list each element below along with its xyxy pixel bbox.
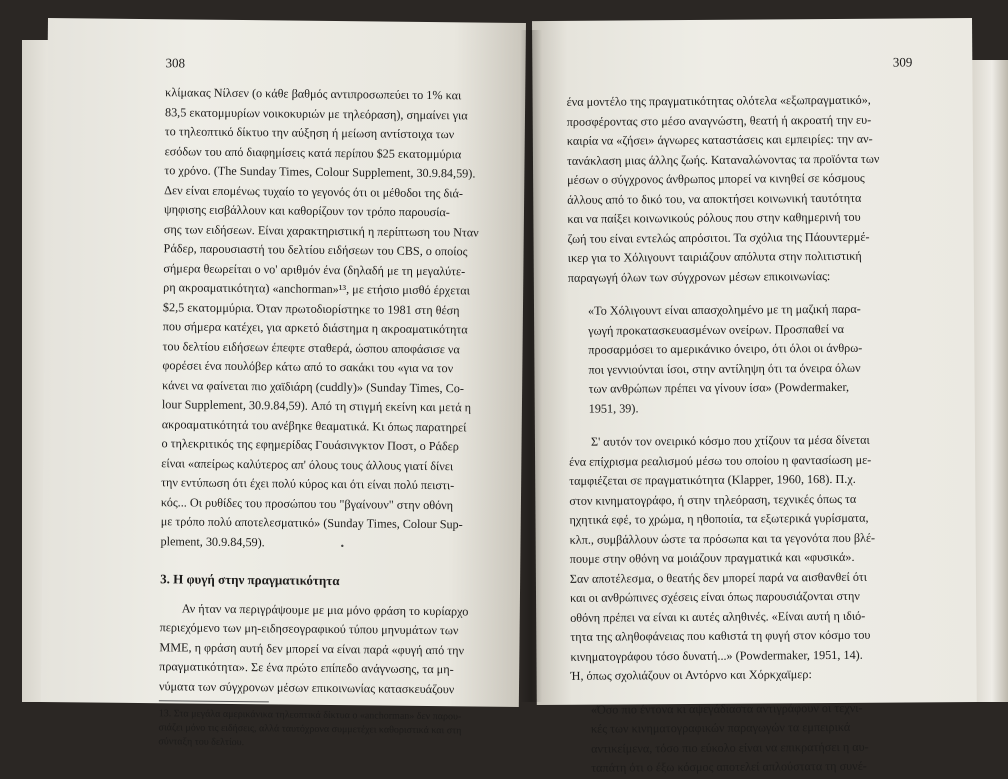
right-page <box>532 18 977 775</box>
text-line: αντικείμενα, τόσο πιο εύκολο είναι να επικρατήσει η αυ- <box>591 739 869 756</box>
text-line: ποι γεννιούνται ίσοι, στην αντίληψη ότι τα όνειρα όλων <box>588 360 861 377</box>
text-line: φορέσει ένα πουλόβερ κάτω από το σακάκι του «για να τον <box>162 358 454 376</box>
footnote-rule <box>159 700 269 702</box>
text-line: κινηματογράφου τόσο δυνατή...» (Powdermaker, 1951, 14). <box>570 647 863 664</box>
text-line: εσόδων του από διαφημίσεις κατά περίπου $25 εκατομμύρια <box>164 143 462 161</box>
text-line: και οι ανθρώπινες σχέσεις είναι όπως παρουσιάζονται στην <box>569 588 860 605</box>
text-line: 83,5 εκατομμυρίων νοικοκυριών με τηλεόραση), σημαίνει για <box>164 104 468 122</box>
text-line: «Όσο πιο έντονα κι αψεγάδιαστα αντιγράφουν οι τεχνι- <box>590 700 863 717</box>
left-page <box>41 18 526 749</box>
paragraph <box>569 430 939 686</box>
text-line: παραγωγή όλων των σύγχρονων μέσων επικοινωνίας: <box>567 268 831 285</box>
text-line: κλπ., συμβάλλουν ώστε τα πρόσωπα και τα γεγονότα που βλέ- <box>569 530 876 547</box>
text-line: ζωή του είναι εντελώς απρόσιτοι. Τα σχόλια της Πάουντερμέ- <box>567 229 870 246</box>
text-line: Σαν αποτέλεσμα, ο θεατής δεν μπορεί παρά να αισθανθεί ότι <box>569 569 868 586</box>
text-line: ηχητικά εφέ, το χρώμα, η ηθοποιία, τα εξωτερικά γυρίσματα, <box>569 510 869 527</box>
text-line: κλίμακας Νίλσεν (ο κάθε βαθμός αντιπροσωπεύει το 1% και <box>165 85 462 103</box>
text-line: το χρόνο. (The Sunday Times, Colour Supplement, 30.9.84,59). <box>164 163 476 181</box>
open-book <box>8 0 1000 775</box>
text-line: καιρία να «ζήσει» άγνωρες καταστάσεις και εμπειρίες: την αν- <box>566 131 873 148</box>
paragraph <box>567 90 936 288</box>
text-line: το τηλεοπτικό δίκτυο την αύξηση ή μείωση αντίστοιχα των <box>164 124 455 142</box>
text-line: ΜΜΕ, η φράση αυτή δεν μπορεί να είναι παρά «φυγή από την <box>159 639 465 657</box>
text-line: γωγή προκατασκευασμένων ονείρων. Προσπαθεί να <box>588 321 844 338</box>
text-line: ρη ακροαματικότητα) «anchorman»¹³, με ετήσιο μισθό έρχεται <box>163 280 471 298</box>
text-line: ικερ για το Χόλιγουντ ταιριάζουν απόλυτα στην πολιτιστική <box>567 248 862 265</box>
text-line: μέσων ο σύγχρονος άνθρωπος μπορεί να κινηθεί σε κόσμους <box>567 170 865 187</box>
text-line: Ή, όπως σχολιάζουν οι Αντόρνο και Χόρκχαϊμερ: <box>570 667 812 683</box>
section-heading: 3. Η φυγή στην πραγματικότητα <box>160 571 340 589</box>
block-quote <box>568 299 937 419</box>
text-line: ακροαματικότητά του ανέβηκε θεαματικά. Κι όπως παρατηρεί <box>161 416 467 434</box>
text-line: είναι «απείρως καλύτερος απ' όλους τους άλλους γιατί δίνει <box>161 455 454 473</box>
text-line: Αν ήταν να περιγράψουμε με μια μόνο φράση το κυρίαρχο <box>181 600 469 618</box>
text-line: Σ' αυτόν τον ονειρικό κόσμο που χτίζουν τα μέσα δίνεται <box>590 432 870 449</box>
text-line: ένα επίχρισμα ρεαλισμού μέσω του οποίου η φαντασίωση με- <box>569 452 872 469</box>
text-line: στον κινηματογράφο, ή στην τηλεόραση, τεχνικές όπως τα <box>569 491 857 508</box>
text-line: των ανθρώπων πρέπει να γίνουν ίσα» (Powdermaker, <box>588 379 850 396</box>
text-line: ψηφισης εισβάλλουν και καθορίζουν τον τρόπο παρουσία- <box>163 202 450 220</box>
text-line: του δελτίου ειδήσεων έπεφτε σταθερά, ώσπου αποφάσισε να <box>162 338 460 356</box>
text-line: κός... Οι ρυθίδες του προσώπου του "βγαίνουν" στην οθόνη <box>160 494 454 512</box>
text-line: πραγματικότητα». Σε ένα πρώτο επίπεδο ανάγνωσης, τα μη- <box>159 659 454 677</box>
text-line: προσαρμόσει το αμερικάνικο όνειρο, ότι όλοι οι άνθρω- <box>588 340 863 357</box>
page-number: 308 <box>165 55 186 71</box>
text-line: σιάζει μόνο τις ειδήσεις, αλλά ταυτόχρονα συμμετέχει καθοριστικά και στη <box>158 722 462 737</box>
asterisk-mark: • <box>340 541 345 553</box>
paragraph <box>160 83 503 555</box>
text-line: νύματα των σύγχρονων μέσων επικοινωνίας κατασκευάζουν <box>158 678 455 696</box>
text-line: την εντύπωση ότι έχει πολύ κύρος και ότι είναι πολύ πειστι- <box>161 475 455 493</box>
text-line: ένα μοντέλο της πραγματικότητας ολότελα «εξωπραγματικό», <box>566 92 871 109</box>
text-line: Ράδερ, παρουσιαστή του δελτίου ειδήσεων του CBS, ο οποίος <box>163 241 468 259</box>
text-line: τανάκλαση μιας άλλης ζωής. Καταναλώνοντας τα προϊόντα των <box>566 151 880 168</box>
text-line: κές των κινηματογραφικών παραγωγών τα εμπειρικά <box>590 719 851 736</box>
text-line: σης των ειδήσεων. Είναι χαρακτηριστική η περίπτωση του Νταν <box>163 221 479 240</box>
left-page-body <box>158 83 503 753</box>
text-line: οθόνη πρέπει να είναι κι αυτές αληθινές. «Είναι αυτή η ιδιό- <box>570 608 866 625</box>
text-line: και να παίξει κοινωνικούς ρόλους που στην καθημερινή του <box>567 209 861 226</box>
text-line: περιεχόμενο των μη-ειδησεογραφικού τύπου μηνυμάτων των <box>159 620 459 638</box>
text-line: lour Supplement, 30.9.84,59). Από τη στιγμή εκείνη και μετά η <box>161 397 472 415</box>
right-page-body <box>567 90 940 778</box>
text-line: που σήμερα κατέχει, για αρκετό διάστημα η ακροαματικότητα <box>162 319 468 337</box>
page-number: 309 <box>892 54 913 70</box>
footnote <box>158 707 496 753</box>
text-line: σύνταξη του δελτίου. <box>158 736 245 749</box>
text-line: ταπάτη ότι ο έξω κόσμος αποτελεί απλούστατα τη συνέ- <box>591 758 867 775</box>
text-line: 13. Στα μεγάλα αμερικάνικα τηλεοπτικά δίκτυα ο «anchorman» δεν παρου- <box>158 708 462 723</box>
paragraph <box>159 599 498 700</box>
block-quote <box>571 698 940 779</box>
text-line: plement, 30.9.84,59). <box>160 533 265 549</box>
text-line: προσφέροντας στο μέσο αναγνώστη, θεατή ή ακροατή την ευ- <box>566 112 872 129</box>
book-gutter <box>520 30 542 702</box>
text-line: Δεν είναι επομένως τυχαίο το γεγονός ότι οι μέθοδοι της διά- <box>164 182 464 200</box>
text-line: σήμερα θεωρείται ο νο' αριθμόν ένα (δηλαδή με τη μεγαλύτε- <box>163 260 466 278</box>
text-line: ο τηλεκριτικός της εφημερίδας Γουάσινγκτον Ποστ, ο Ράδερ <box>161 436 459 454</box>
text-line: τητα της αληθοφάνειας που καθιστά τη φυγή στον κόσμο του <box>570 627 871 644</box>
text-line: $2,5 εκατομμύρια. Όταν πρωτοδιορίστηκε το 1981 στη θέση <box>162 299 460 317</box>
text-line: ταμφιέζεται σε πραγματικότητα (Klapper, 1960, 168). Π.χ. <box>569 471 856 488</box>
text-line: πουμε στην οθόνη να μοιάζουν πραγματικά και «φυσικά». <box>569 549 855 566</box>
text-line: 1951, 39). <box>588 400 639 416</box>
text-line: κάνει να φαίνεται πιο χαϊδιάρη (cuddly)» (Sunday Times, Co- <box>162 377 465 395</box>
text-line: άλλους από το δικό του, να αποκτήσει κοινωνική ταυτότητα <box>567 190 862 207</box>
text-line: «Το Χόλιγουντ είναι απασχολημένο με τη μαζική παρα- <box>587 301 861 318</box>
text-line: με τρόπο πολύ αποτελεσματικό» (Sunday Times, Colour Sup- <box>160 514 463 532</box>
